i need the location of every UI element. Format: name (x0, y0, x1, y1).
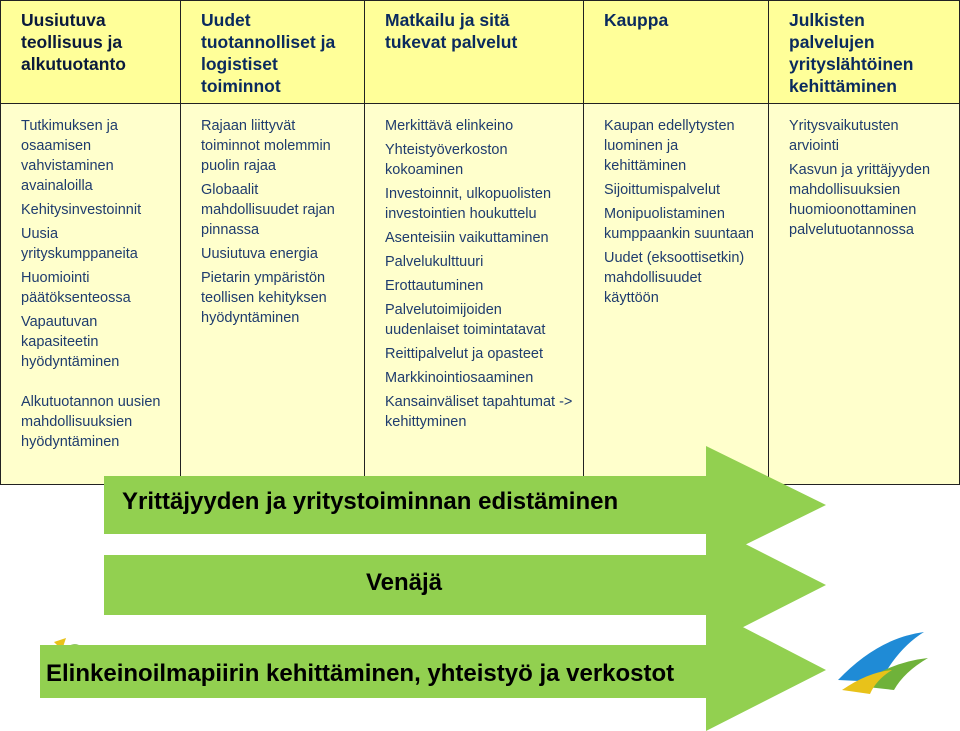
list-item: Uusiutuva energia (201, 246, 318, 262)
list-item: Yritysvaikutusten arviointi (789, 118, 899, 154)
list-item: Rajaan liittyvät toiminnot molemmin puolin rajaa (201, 118, 331, 174)
list-item: Monipuolistaminen kumppaankin suuntaan (604, 206, 754, 242)
column-body-4 (768, 103, 960, 485)
list-item: Sijoittumispalvelut (604, 182, 721, 198)
column-header-4 (768, 0, 960, 104)
arrow-label: Elinkeinoilmapiirin kehittäminen, yhteistyö ja verkostot (46, 660, 675, 687)
column-header-0 (0, 0, 181, 104)
list-item: Tutkimuksen ja osaamisen vahvistaminen avainaloilla (21, 118, 118, 194)
column-header-title: Matkailu ja sitä tukevat palvelut (385, 10, 518, 52)
list-item: Kaupan edellytysten luominen ja kehittäminen (604, 118, 735, 174)
list-item: Kasvun ja yrittäjyyden mahdollisuuksien huomioonottaminen palvelutuotannossa (789, 162, 931, 238)
column-header-1 (180, 0, 365, 104)
list-item: Markkinointiosaaminen (385, 370, 534, 386)
list-item: Uusia yrityskumppaneita (21, 226, 138, 262)
column-header-3 (583, 0, 769, 104)
column-header-title: Kauppa (604, 10, 669, 30)
list-item: Reittipalvelut ja opasteet (385, 346, 543, 362)
list-item: Erottautuminen (385, 278, 484, 294)
column-header-title: Julkisten palvelujen yrityslähtöinen kehittäminen (789, 10, 914, 96)
column-header-title: Uusiutuva teollisuus ja alkutuotanto (21, 10, 126, 74)
list-item: Kansainväliset tapahtumat -> kehittyminen (385, 394, 573, 430)
arrow-label: Yrittäjyyden ja yritystoiminnan edistäminen (122, 488, 619, 515)
list-item: Palvelutoimijoiden uudenlaiset toimintatavat (385, 302, 546, 338)
list-item: Asenteisiin vaikuttaminen (385, 230, 549, 246)
column-header-title: Uudet tuotannolliset ja logistiset toiminnot (201, 10, 336, 96)
column-body-1 (180, 103, 365, 485)
list-item: Pietarin ympäristön teollisen kehityksen hyödyntäminen (201, 270, 327, 326)
list-item: Palvelukulttuuri (385, 254, 484, 270)
column-header-2 (364, 0, 584, 104)
list-item: Vapautuvan kapasiteetin hyödyntäminen (21, 314, 120, 370)
list-item: Uudet (eksoottisetkin) mahdollisuudet käyttöön (604, 250, 745, 306)
column-body-0 (0, 103, 181, 485)
column-body-3 (583, 103, 769, 485)
list-item: Globaalit mahdollisuudet rajan pinnassa (201, 182, 335, 238)
list-item: Huomiointi päätöksenteossa (21, 270, 131, 306)
column-body-2 (364, 103, 584, 485)
list-item: Alkutuotannon uusien mahdollisuuksien hyödyntäminen (21, 394, 161, 450)
arrow-business-climate (0, 608, 960, 731)
list-item: Merkittävä elinkeino (385, 118, 514, 134)
arrow-label: Venäjä (366, 569, 443, 596)
list-item: Investoinnit, ulkopuolisten investointien houkuttelu (385, 186, 552, 222)
list-item: Yhteistyöverkoston kokoaminen (385, 142, 508, 178)
list-item: Kehitysinvestoinnit (21, 202, 142, 218)
